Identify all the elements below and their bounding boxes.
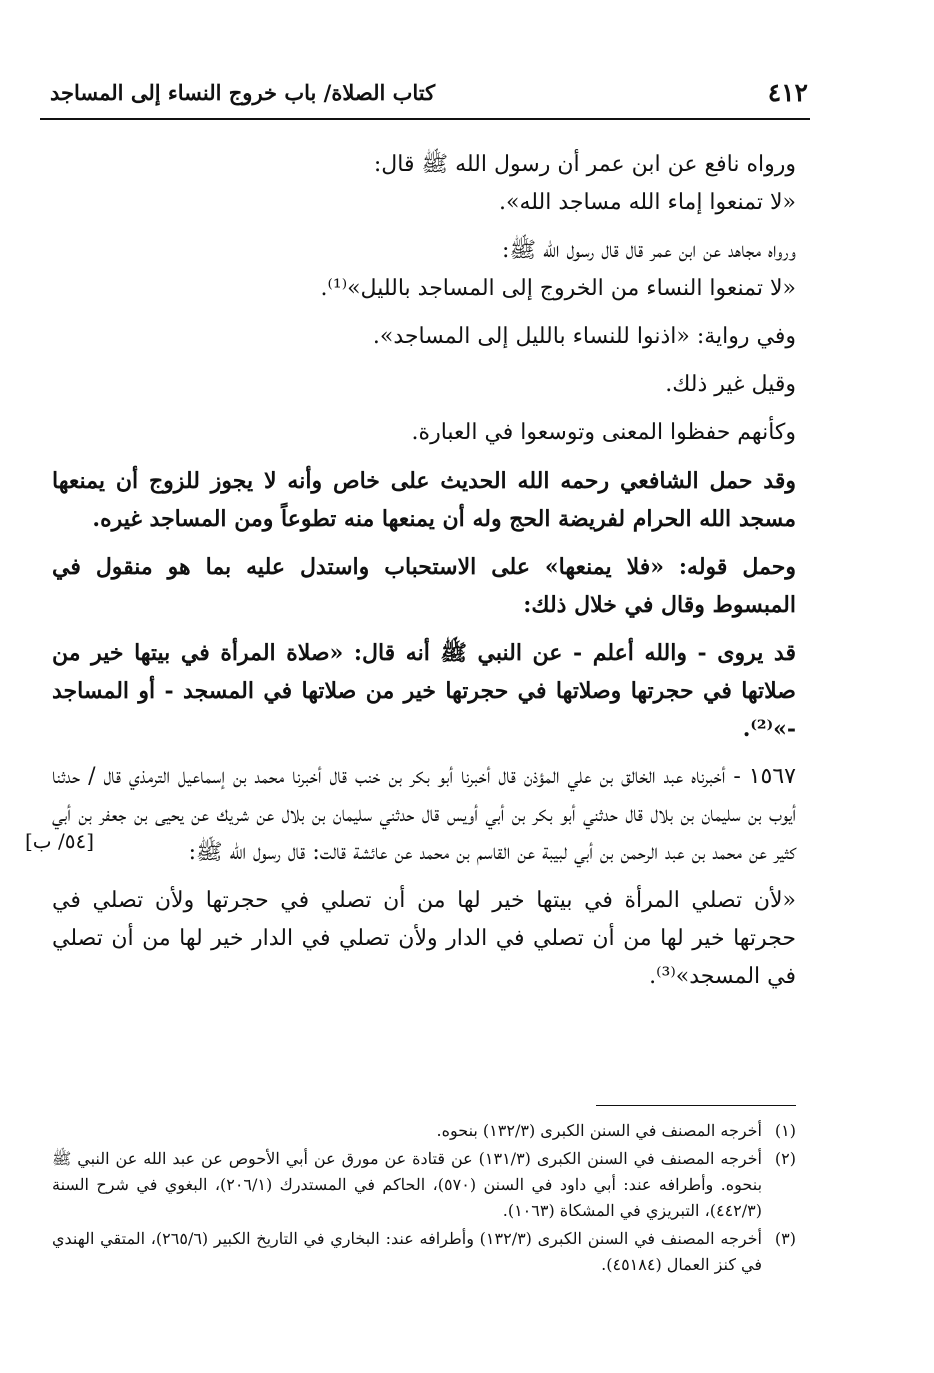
paragraph: وقيل غير ذلك. <box>665 372 796 397</box>
paragraph: وحمل قوله: «فلا يمنعها» على الاستحباب واستدل عليه بما هو منقول في المبسوط وقال في خلال ذلك: <box>52 554 796 618</box>
manuscript-folio-marker: [٥٤/ ب] <box>24 829 94 853</box>
paragraph: وفي رواية: «اذنوا للنساء بالليل إلى المساجد». <box>372 324 796 349</box>
hadith-isnad: ١٥٦٧ - أخبرناه عبد الخالق بن علي المؤذن قال أخبرنا أبو بكر بن خنب قال أخبرنا محمد بن إسماعيل الترمذي قال / حدثنا أيوب بن سليمان بن بلال قال حدثني أبو بكر بن أبي أويس قال حدثني سليمان بن بلال عن شريك عن يحيى بن جعفر بن أبي كثير عن محمد بن عبد الرحمن بن أبي لبيبة عن القاسم بن محمد عن عائشة قالت: قال رسول الله ﷺ: <box>52 764 796 865</box>
footnotes <box>52 1118 796 1280</box>
running-title: كتاب الصلاة/ باب خروج النساء إلى المساجد <box>50 80 436 105</box>
main-text <box>52 146 796 1006</box>
footnote-text: أخرجه المصنف في السنن الكبرى (١٣١/٣) عن قتادة عن مورق عن أبي الأحوص عن عبد الله عن النبي ﷺ بنحوه. وأطرافه عند: أبي داود في السنن (٥٧٠)، الحاكم في المستدرك (٢٠٦/١)، البغوي في شرح السنة (٤٤٢/٣)، التبريزي في المشكاة (١٠٦٣). <box>52 1149 763 1220</box>
paragraph: قد يروى - والله أعلم - عن النبي ﷺ أنه قال: «صلاة المرأة في بيتها خير من صلاتها في حجرتها وصلاتها في حجرتها خير من صلاتها في المسجد - أو المساجد -»⁽²⁾. <box>52 640 796 742</box>
footnote <box>52 1146 796 1224</box>
footnote-number: (١) <box>774 1121 796 1140</box>
hadith-quote: «لا تمنعوا إماء الله مساجد الله». <box>499 190 796 215</box>
page-number: ٤١٢ <box>767 78 808 107</box>
hadith-quote: «لأن تصلي المرأة في بيتها خير لها من أن تصلي في حجرتها ولأن تصلي في حجرتها خير لها من أن تصلي في الدار ولأن تصلي في الدار خير لها من أن تصلي في المسجد»⁽³⁾. <box>52 888 796 989</box>
footnote <box>52 1118 796 1144</box>
paragraph: ورواه مجاهد عن ابن عمر قال قال رسول الله ﷺ: <box>502 238 796 263</box>
page-header <box>40 74 810 120</box>
footnote-number: (٢) <box>774 1149 796 1168</box>
paragraph: ورواه نافع عن ابن عمر أن رسول الله ﷺ قال: <box>373 152 796 177</box>
footnote-text: أخرجه المصنف في السنن الكبرى (١٣٢/٣) وأطرافه عند: البخاري في التاريخ الكبير (٢٦٥/٦)، المتقي الهندي في كنز العمال (٤٥١٨٤). <box>52 1229 762 1274</box>
footnote-text: أخرجه المصنف في السنن الكبرى (١٣٢/٣) بنحوه. <box>436 1121 762 1140</box>
footnote-number: (٣) <box>774 1229 796 1248</box>
paragraph: وقد حمل الشافعي رحمه الله الحديث على خاص وأنه لا يجوز للزوج أن يمنعها مسجد الله الحرام لفريضة الحج وله أن يمنعها منه تطوعاً ومن المساجد غيره. <box>52 468 796 532</box>
footnote <box>52 1226 796 1278</box>
footnote-divider <box>596 1105 796 1106</box>
paragraph: وكأنهم حفظوا المعنى وتوسعوا في العبارة. <box>411 420 796 445</box>
hadith-quote: «لا تمنعوا النساء من الخروج إلى المساجد بالليل»⁽¹⁾. <box>320 276 796 301</box>
